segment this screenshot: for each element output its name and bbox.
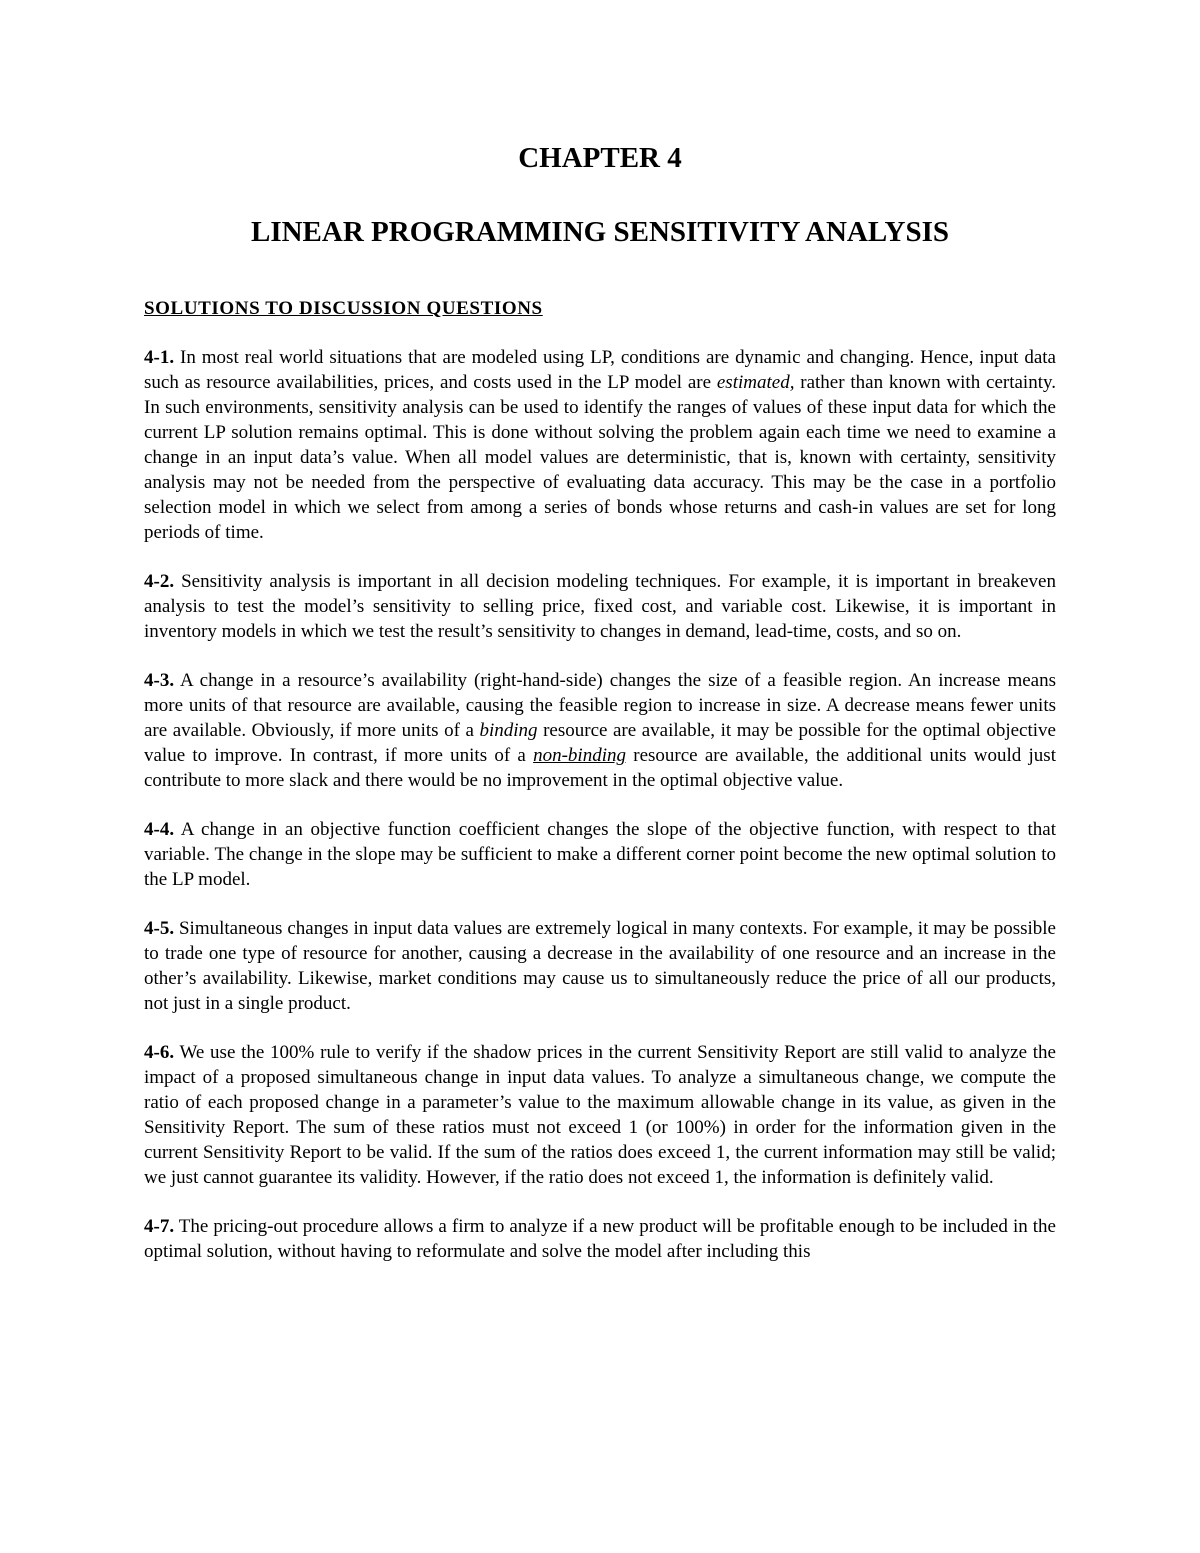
answer-4-2	[144, 569, 1056, 644]
answer-text: We use the 100% rule to verify if the shadow prices in the current Sensitivity Report are still valid to analyze the impact of a proposed simultaneous change in input data values. To analyze a simultaneous change, we compute the ratio of each proposed change in a parameter’s value to the maximum allowable change in its value, as given in the Sensitivity Report. The sum of these ratios must not exceed 1 (or 100%) in order for the information given in the current Sensitivity Report to be valid. If the sum of the ratios does exceed 1, the current information may still be valid; we just cannot guarantee its validity. However, if the ratio does not exceed 1, the information is definitely valid.	[144, 1042, 1056, 1188]
answer-4-3	[144, 668, 1056, 793]
answer-4-7	[144, 1214, 1056, 1264]
question-number: 4-1.	[144, 347, 175, 368]
emphasis-text: non-binding	[533, 745, 626, 766]
answer-text: In most real world situations that are modeled using LP, conditions are dynamic and changing. Hence, input data such as resource availabilities, prices, and costs used in the LP model are	[144, 347, 1056, 393]
answer-4-5	[144, 916, 1056, 1016]
answer-4-6	[144, 1040, 1056, 1190]
answer-text: A change in an objective function coefficient changes the slope of the objective function, with respect to that variable. The change in the slope may be sufficient to make a different corner point become the new optimal solution to the LP model.	[144, 819, 1056, 890]
emphasis-text: binding	[479, 720, 538, 741]
answer-text: The pricing-out procedure allows a firm to analyze if a new product will be profitable enough to be included in the optimal solution, without having to reformulate and solve the model after including this	[144, 1216, 1056, 1262]
question-number: 4-7.	[144, 1216, 175, 1237]
chapter-title: LINEAR PROGRAMMING SENSITIVITY ANALYSIS	[250, 216, 950, 248]
answer-4-4	[144, 817, 1056, 892]
answer-text: resource are available, the additional units would just contribute to more slack and there would be no improvement in the optimal objective value.	[144, 745, 1056, 791]
question-number: 4-6.	[144, 1042, 175, 1063]
answer-text: Simultaneous changes in input data values are extremely logical in many contexts. For example, it may be possible to trade one type of resource for another, causing a decrease in the availability of one resource and an increase in the other’s availability. Likewise, market conditions may cause us to simultaneously reduce the price of all our products, not just in a single product.	[144, 918, 1056, 1014]
answer-4-1	[144, 345, 1056, 545]
emphasis-text: estimated,	[716, 372, 795, 393]
chapter-number: CHAPTER 4	[518, 142, 682, 174]
question-number: 4-5.	[144, 918, 175, 939]
answer-text: resource are available, it may be possible for the optimal objective value to improve. In contrast, if more units of a	[144, 720, 1056, 766]
answer-text: Sensitivity analysis is important in all decision modeling techniques. For example, it is important in breakeven analysis to test the model’s sensitivity to selling price, fixed cost, and variable cost. Likewise, it is important in inventory models in which we test the result’s sensitivity to changes in demand, lead-time, costs, and so on.	[144, 571, 1056, 642]
section-heading: SOLUTIONS TO DISCUSSION QUESTIONS	[144, 298, 543, 319]
question-number: 4-2.	[144, 571, 175, 592]
answer-text: A change in a resource’s availability (right-hand-side) changes the size of a feasible region. An increase means more units of that resource are available, causing the feasible region to increase in size. A decrease means fewer units are available. Obviously, if more units of a	[144, 670, 1056, 741]
question-number: 4-4.	[144, 819, 175, 840]
question-number: 4-3.	[144, 670, 175, 691]
answer-text: rather than known with certainty. In such environments, sensitivity analysis can be used to identify the ranges of values of these input data for which the current LP solution remains optimal. This is done without solving the problem again each time we need to examine a change in an input data’s value. When all model values are deterministic, that is, known with certainty, sensitivity analysis may not be needed from the perspective of evaluating data accuracy. This may be the case in a portfolio selection model in which we select from among a series of bonds whose returns and cash-in values are set for long periods of time.	[144, 372, 1056, 543]
